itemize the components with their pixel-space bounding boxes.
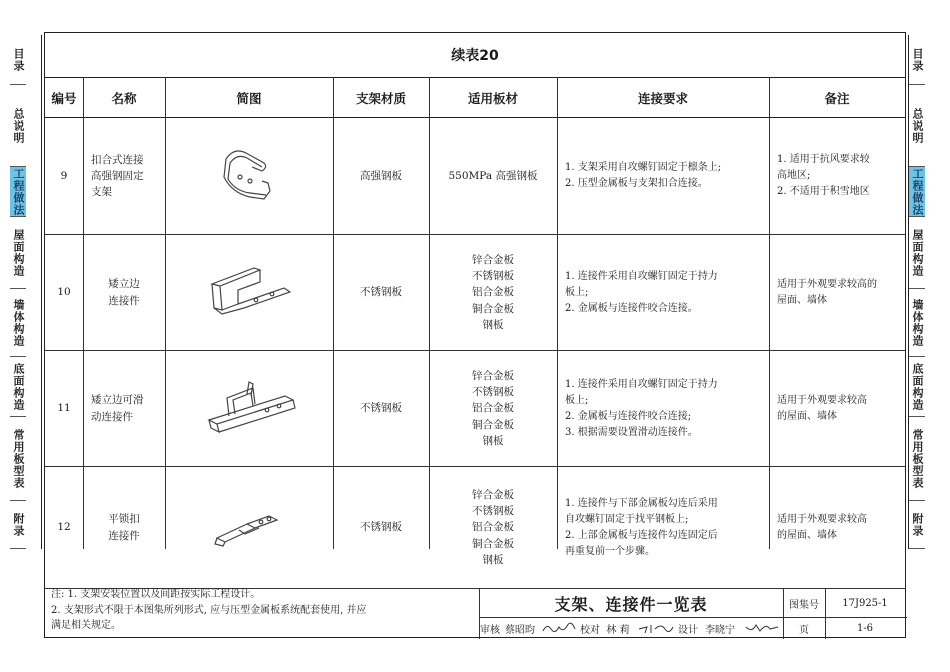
cell-material: 不锈钢板 xyxy=(360,286,402,299)
right-side-tabs xyxy=(908,35,940,549)
side-nav-tab[interactable]: 底面构造 xyxy=(10,357,26,417)
header-name: 名称 xyxy=(111,91,137,106)
cell-panel: 550MPa 高强钢板 xyxy=(448,169,538,182)
cell-no: 9 xyxy=(60,169,68,182)
side-nav-tab[interactable]: 底面构造 xyxy=(909,357,925,417)
cell-requirement: 1. 连接件采用自攻螺钉固定于持力 板上; 2. 金属板与连接件咬合连接。 xyxy=(565,270,718,314)
header-remark: 备注 xyxy=(824,91,850,106)
atlas-number: 17J925-1 xyxy=(842,597,888,609)
checker: 林 莉 xyxy=(606,624,630,636)
reviewer-signature xyxy=(539,618,579,638)
cell-no: 12 xyxy=(57,521,71,534)
cell-material: 不锈钢板 xyxy=(360,521,402,534)
table-header xyxy=(45,78,905,118)
cell-remark: 适用于外观要求较高的 屋面、墙体 xyxy=(777,278,877,306)
cell-panel: 锌合金板 不锈钢板 铝合金板 铜合金板 钢板 xyxy=(472,253,514,331)
table-title: 续表20 xyxy=(45,33,905,78)
side-nav-tab[interactable]: 屋面构造 xyxy=(10,217,26,289)
side-nav-tab[interactable]: 屋面构造 xyxy=(909,217,925,289)
checker-signature xyxy=(635,618,677,638)
side-nav-tab[interactable]: 目录 xyxy=(10,35,26,85)
notes: 注: 1. 支架安装位置以及间距按实际工程设计。 2. 支架形式不限于本图集所列形式, 应与压型金属板系统配套使用, 并应 满足相关规定。 xyxy=(51,589,367,631)
cell-requirement: 1. 连接件采用自攻螺钉固定于持力 板上; 2. 金属板与连接件咬合连接; 3. 根据需要设置滑动连接件。 xyxy=(565,378,718,438)
header-no: 编号 xyxy=(51,91,77,106)
cell-name: 平锁扣 连接件 xyxy=(108,513,140,542)
reviewer: 蔡昭昀 xyxy=(505,624,535,636)
table-row xyxy=(45,351,905,467)
side-nav-tab[interactable]: 目录 xyxy=(909,35,925,85)
cell-material: 高强钢板 xyxy=(360,169,402,182)
sheet-title: 支架、连接件一览表 xyxy=(554,594,708,614)
atlas-label: 图集号 xyxy=(789,599,819,611)
table-frame xyxy=(44,32,906,638)
table-row xyxy=(45,467,905,589)
cell-name: 矮立边 连接件 xyxy=(108,278,140,307)
check-label: 校对 xyxy=(580,624,600,636)
side-nav-tab[interactable]: 常用板型表 xyxy=(10,417,26,501)
page-label: 页 xyxy=(799,624,809,636)
side-nav-tab[interactable]: 工程做法 xyxy=(12,167,25,216)
designer: 李晓宁 xyxy=(705,624,735,636)
side-nav-tab[interactable]: 墙体构造 xyxy=(10,289,26,357)
side-nav-tab[interactable]: 附录 xyxy=(10,501,26,549)
header-requirement: 连接要求 xyxy=(637,91,688,106)
header-diagram: 简图 xyxy=(236,91,262,106)
page-number: 1-6 xyxy=(856,622,874,634)
cell-remark: 适用于外观要求较高 的屋面、墙体 xyxy=(777,394,867,422)
review-label: 审核 xyxy=(480,624,500,636)
sliding-seam-connector-icon xyxy=(165,351,333,466)
cell-requirement: 1. 支架采用自攻螺钉固定于檩条上; 2. 压型金属板与支架扣合连接。 xyxy=(565,162,722,189)
side-nav-tab[interactable]: 总说明 xyxy=(909,85,925,167)
designer-signature xyxy=(741,618,783,638)
table-row xyxy=(45,118,905,235)
cell-no: 10 xyxy=(57,286,71,299)
left-side-tabs xyxy=(10,35,42,549)
design-label: 设计 xyxy=(678,624,698,636)
cell-requirement: 1. 连接件与下部金属板勾连后采用 自攻螺钉固定于找平钢板上; 2. 上部金属板与连接件勾连固定后 再重复前一个步骤。 xyxy=(565,497,718,557)
side-nav-tab[interactable]: 墙体构造 xyxy=(909,289,925,357)
header-material: 支架材质 xyxy=(355,91,406,106)
cell-name: 矮立边可滑 动连接件 xyxy=(91,394,144,423)
flat-lock-connector-icon xyxy=(165,467,333,588)
header-panel: 适用板材 xyxy=(467,91,518,106)
side-nav-tab[interactable]: 附录 xyxy=(909,501,925,549)
clip-bracket-icon xyxy=(165,118,333,234)
table-row xyxy=(45,235,905,351)
cell-no: 11 xyxy=(57,402,71,415)
side-nav-tab[interactable]: 常用板型表 xyxy=(909,417,925,501)
cell-remark: 1. 适用于抗风要求较 高地区; 2. 不适用于积雪地区 xyxy=(777,154,870,197)
cell-name: 扣合式连接 高强钢固定 支架 xyxy=(91,153,144,199)
side-nav-tab[interactable]: 工程做法 xyxy=(911,167,924,216)
cell-panel: 锌合金板 不锈钢板 铝合金板 铜合金板 钢板 xyxy=(472,369,514,447)
low-standing-seam-connector-icon xyxy=(165,235,333,350)
cell-panel: 锌合金板 不锈钢板 铝合金板 铜合金板 钢板 xyxy=(472,488,514,566)
side-nav-tab[interactable]: 总说明 xyxy=(10,85,26,167)
cell-material: 不锈钢板 xyxy=(360,402,402,415)
cell-remark: 适用于外观要求较高 的屋面、墙体 xyxy=(777,513,867,541)
